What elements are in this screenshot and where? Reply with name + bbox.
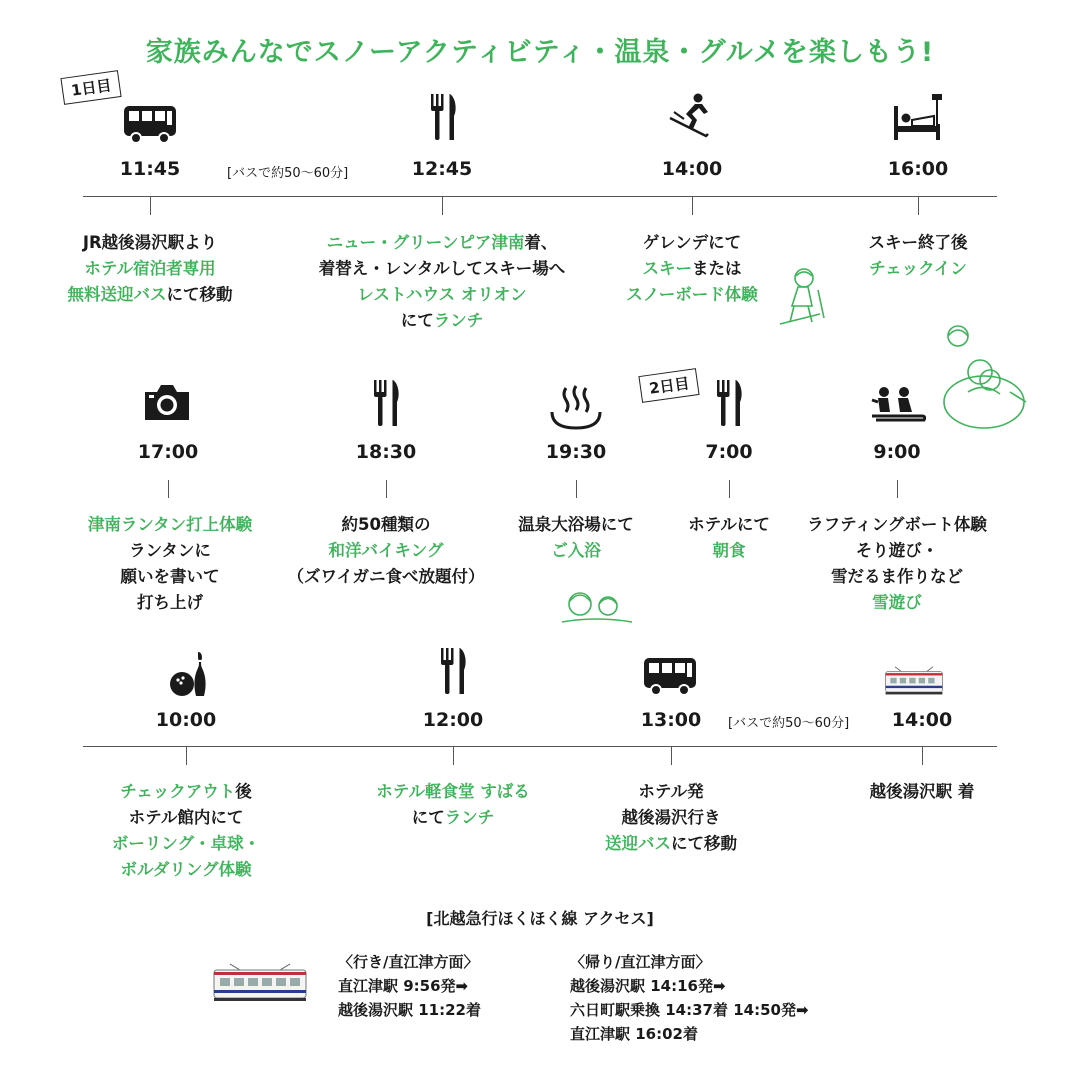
family-sledding-illustration (938, 322, 1032, 438)
fork-knife-icon (422, 646, 482, 696)
desc-1245: ニュー・グリーンピア津南着、 着替え・レンタルしてスキー場へ レストハウス オリオン にてランチ (318, 233, 566, 330)
time-0900: 9:00 (873, 441, 921, 463)
desc-1400-arrival: 越後湯沢駅 着 (869, 782, 975, 801)
timeline-tick (150, 197, 151, 215)
bus-duration-note-1: [バスで約50～60分] (227, 166, 349, 181)
time-1700: 17:00 (137, 441, 199, 463)
skier-child-illustration (778, 266, 828, 336)
time-1830: 18:30 (355, 441, 417, 463)
desc-1830: 約50種類の 和洋バイキング （ズワイガニ食べ放題付） (287, 515, 485, 586)
timeline-tick (453, 747, 454, 765)
time-1400-arrival: 14:00 (891, 709, 953, 731)
desc-1400: ゲレンデにて スキーまたは スノーボード体験 (626, 233, 758, 304)
time-1245: 12:45 (411, 158, 473, 180)
timeline-tick (671, 747, 672, 765)
return-line3: 直江津駅 16:02着 (570, 1025, 698, 1043)
camera-icon (137, 378, 197, 428)
timeline-tick (186, 747, 187, 765)
timeline-tick (922, 747, 923, 765)
bowling-icon (156, 650, 216, 700)
desc-0900: ラフティングボート体験 そり遊び・ 雪だるま作りなど 雪遊び (807, 515, 987, 612)
time-1145: 11:45 (119, 158, 181, 180)
time-1400: 14:00 (661, 158, 723, 180)
desc-0700: ホテルにて 朝食 (688, 515, 770, 560)
time-0700: 7:00 (705, 441, 753, 463)
fork-knife-icon (355, 378, 415, 428)
return-heading: 〈帰り/直江津方面〉 (570, 953, 711, 971)
timeline-tick (897, 480, 898, 498)
hot-spring-icon (546, 382, 606, 432)
timeline-tick (918, 197, 919, 215)
access-outbound (338, 950, 481, 1022)
time-1600: 16:00 (887, 158, 949, 180)
timeline-tick (442, 197, 443, 215)
access-return (570, 950, 809, 1046)
desc-1145: JR越後湯沢駅より ホテル宿泊者専用 無料送迎バスにて移動 (67, 233, 233, 304)
day1-badge: 1日目 (60, 70, 122, 105)
timeline-tick (168, 480, 169, 498)
desc-1300: ホテル発 越後湯沢行き 送迎バスにて移動 (605, 782, 737, 853)
time-1300: 13:00 (640, 709, 702, 731)
timeline-line-3 (83, 746, 997, 747)
skier-icon (662, 92, 722, 142)
desc-1200: ホテル軽食堂 すばる にてランチ (376, 782, 530, 827)
train-icon (884, 656, 960, 706)
outbound-line1: 直江津駅 9:56発➡ (338, 977, 469, 995)
bus-icon (120, 98, 180, 148)
bus-duration-note-2: [バスで約50～60分] (728, 716, 850, 731)
desc-1000: チェックアウト後 ホテル館内にて ボーリング・卓球・ ボルダリング体験 (111, 782, 261, 879)
desc-1600: スキー終了後 チェックイン (868, 233, 968, 278)
timeline-tick (729, 480, 730, 498)
fork-knife-icon (698, 378, 758, 428)
time-1930: 19:30 (545, 441, 607, 463)
sledding-icon (866, 382, 926, 432)
time-1000: 10:00 (155, 709, 217, 731)
time-1200: 12:00 (422, 709, 484, 731)
timeline-line-1 (83, 196, 997, 197)
bed-icon (888, 92, 948, 142)
bus-icon (640, 650, 700, 700)
return-line1: 越後湯沢駅 14:16発➡ (570, 977, 726, 995)
desc-1930: 温泉大浴場にて ご入浴 (518, 515, 634, 560)
train-icon (212, 962, 308, 1010)
timeline-tick (386, 480, 387, 498)
return-line2: 六日町駅乗換 14:37着 14:50発➡ (570, 1001, 809, 1019)
desc-1700: 津南ランタン打上体験 ランタンに 願いを書いて 打ち上げ (87, 515, 253, 612)
bathing-people-illustration (560, 588, 634, 632)
timeline-tick (576, 480, 577, 498)
outbound-heading: 〈行き/直江津方面〉 (338, 953, 479, 971)
page-title: 家族みんなでスノーアクティビティ・温泉・グルメを楽しもう! (145, 37, 935, 68)
outbound-line2: 越後湯沢駅 11:22着 (338, 1001, 481, 1019)
timeline-tick (692, 197, 693, 215)
fork-knife-icon (412, 92, 472, 142)
day2-badge: 2日目 (638, 368, 700, 403)
access-title: [北越急行ほくほく線 アクセス] (426, 909, 654, 928)
